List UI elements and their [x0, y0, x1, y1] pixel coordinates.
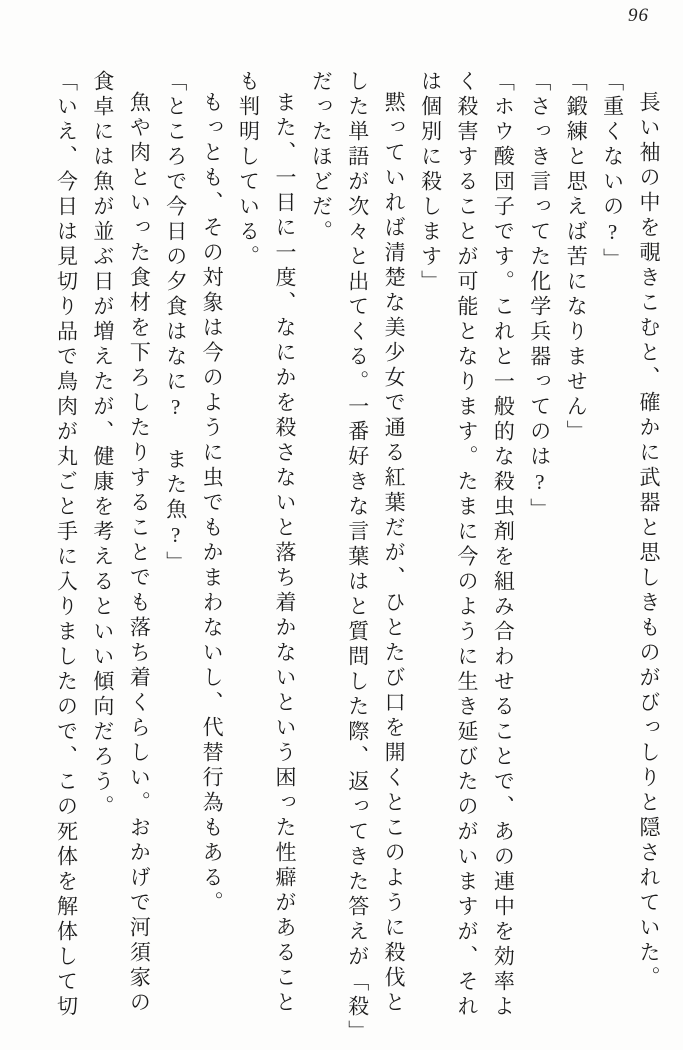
body-text	[31, 70, 667, 1038]
paragraph-dialogue: 「さっき言ってた化学兵器ってのは?」	[527, 70, 552, 523]
paragraph-dialogue: 「ホウ酸団子です。これと一般的な殺虫剤を組み合わせることで、あの連中を効率よく殺害することが可能となります。たまに今のように生き延びたのがいますが、それは個別に殺します」	[418, 70, 516, 1020]
paragraph-dialogue: 「いえ、今日は見切り品で鳥肉が丸ごと手に入りましたので、この死体を解体して切	[54, 70, 79, 1020]
paragraph-narrative: 黙っていれば清楚な美少女で通る紅葉だが、ひとたび口を開くとこのように殺伐とした単語が次々と出てくる。一番好きな言葉はと質問した際、返ってきた答えが「殺」だったほどだ。	[309, 70, 407, 1035]
paragraph-narrative: もっとも、その対象は今のように虫でもかまわないし、代替行為もある。	[200, 91, 225, 916]
paragraph-narrative: また、一日に一度、なにかを殺さないと落ち着かないという困った性癖があることも判明している。	[236, 70, 297, 1016]
paragraph-dialogue: 「鍛練と思えば苦になりません」	[564, 70, 589, 445]
page-number: 96	[628, 5, 649, 26]
paragraph-narrative: 長い袖の中を覗きこむと、確かに武器と思しきものがびっしりと隠されていた。	[637, 91, 661, 991]
paragraph-narrative: 魚や肉といった食材を下ろしたりすることでも落ち着くらしい。おかげで河須家の食卓には魚が並ぶ日が増えたが、健康を考えるといい傾向だろう。	[90, 70, 152, 1016]
paragraph-dialogue: 「ところで今日の夕食はなに? また魚?」	[163, 70, 188, 576]
paragraph-dialogue: 「重くないの?」	[600, 70, 625, 273]
